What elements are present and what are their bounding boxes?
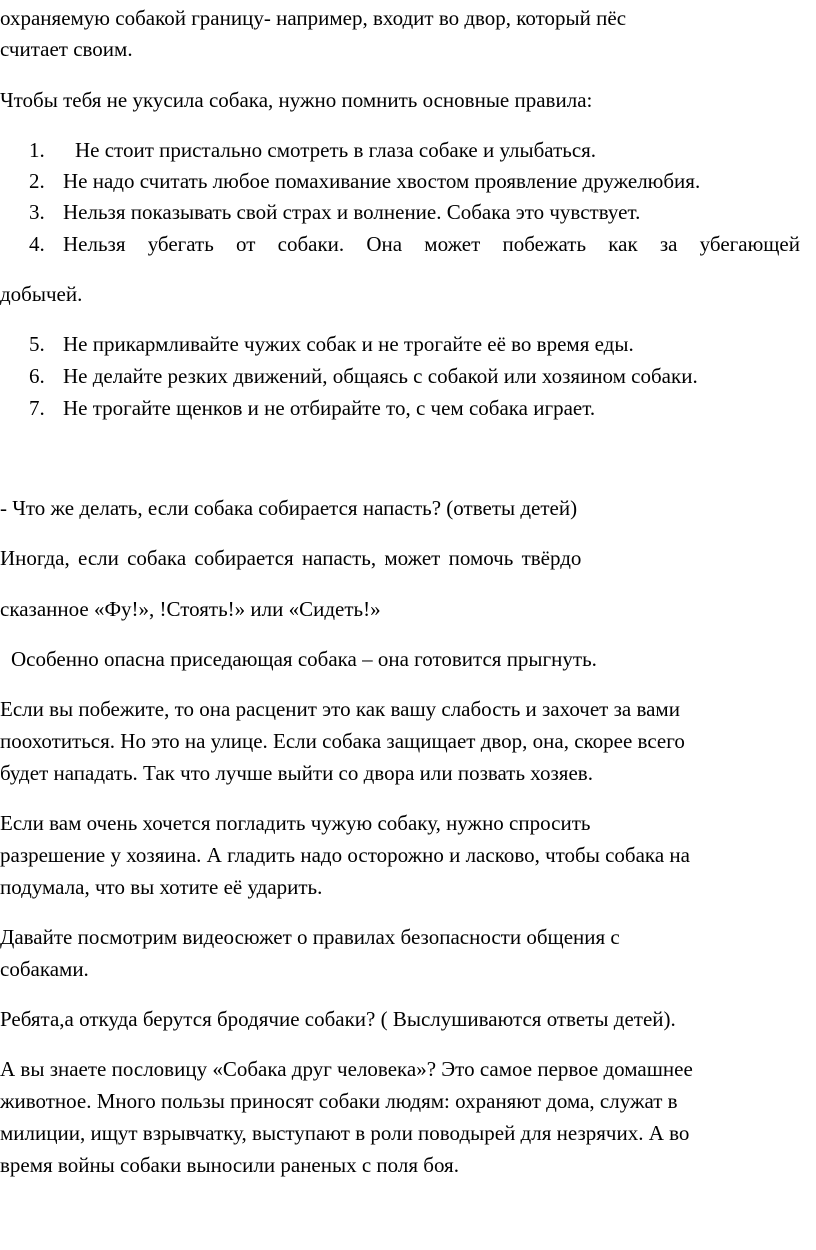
paragraph-line: поохотиться. Но это на улице. Если собака защищает двор, она, скорее всего (0, 729, 685, 753)
paragraph-line: Если вам очень хочется погладить чужую собаку, нужно спросить (0, 811, 591, 835)
list-text: Не стоит пристально смотреть в глаза собаке и улыбаться. (75, 138, 597, 162)
paragraph-line: разрешение у хозяина. А гладить надо осторожно и ласково, чтобы собака на (0, 843, 690, 867)
intro-line-1: охраняемую собакой границу- например, входит во двор, который пёс (0, 6, 627, 30)
paragraph-line: подумала, что вы хотите её ударить. (0, 875, 323, 899)
crouching-dog-line: Особенно опасна приседающая собака – она готовится прыгнуть. (11, 647, 597, 671)
list-number: 3. (29, 200, 45, 224)
list-text: Нельзя убегать от собаки. Она может побежать как за убегающей (63, 232, 800, 256)
list-text-continuation: добычей. (0, 282, 83, 306)
paragraph-line: собаками. (0, 957, 89, 981)
paragraph-line: Если вы побежите, то она расценит это как вашу слабость и захочет за вами (0, 697, 680, 721)
rules-intro: Чтобы тебя не укусила собака, нужно помнить основные правила: (0, 88, 593, 112)
list-text: Не прикармливайте чужих собак и не трогайте её во время еды. (63, 332, 634, 356)
list-text: Не делайте резких движений, общаясь с собакой или хозяином собаки. (63, 364, 698, 388)
paragraph-line: милиции, ищут взрывчатку, выступают в роли поводырей для незрячих. А во (0, 1121, 690, 1145)
intro-line-2: считает своим. (0, 37, 133, 61)
paragraph-line: Давайте посмотрим видеосюжет о правилах безопасности общения с (0, 925, 620, 949)
list-text: Нельзя показывать свой страх и волнение. Собака это чувствует. (63, 200, 641, 224)
list-number: 6. (29, 364, 45, 388)
paragraph-line: А вы знаете пословицу «Собака друг человека»? Это самое первое домашнее (0, 1057, 693, 1081)
list-number: 4. (29, 232, 45, 256)
list-number: 5. (29, 332, 45, 356)
paragraph-line: время войны собаки выносили раненых с поля боя. (0, 1153, 459, 1177)
list-text: Не трогайте щенков и не отбирайте то, с чем собака играет. (63, 396, 596, 420)
paragraph-line: будет нападать. Так что лучше выйти со двора или позвать хозяев. (0, 761, 593, 785)
answer-line-1: Иногда, если собака собирается напасть, может помочь твёрдо (0, 546, 582, 570)
question-line: - Что же делать, если собака собирается напасть? (ответы детей) (0, 496, 578, 520)
paragraph-line: животное. Много пользы приносят собаки людям: охраняют дома, служат в (0, 1089, 678, 1113)
list-number: 1. (29, 138, 45, 162)
answer-line-2: сказанное «Фу!», !Стоять!» или «Сидеть!» (0, 597, 381, 621)
list-text: Не надо считать любое помахивание хвостом проявление дружелюбия. (63, 169, 701, 193)
list-number: 7. (29, 396, 45, 420)
list-number: 2. (29, 169, 45, 193)
stray-dogs-question: Ребята,а откуда берутся бродячие собаки? ( Выслушиваются ответы детей). (0, 1007, 676, 1031)
